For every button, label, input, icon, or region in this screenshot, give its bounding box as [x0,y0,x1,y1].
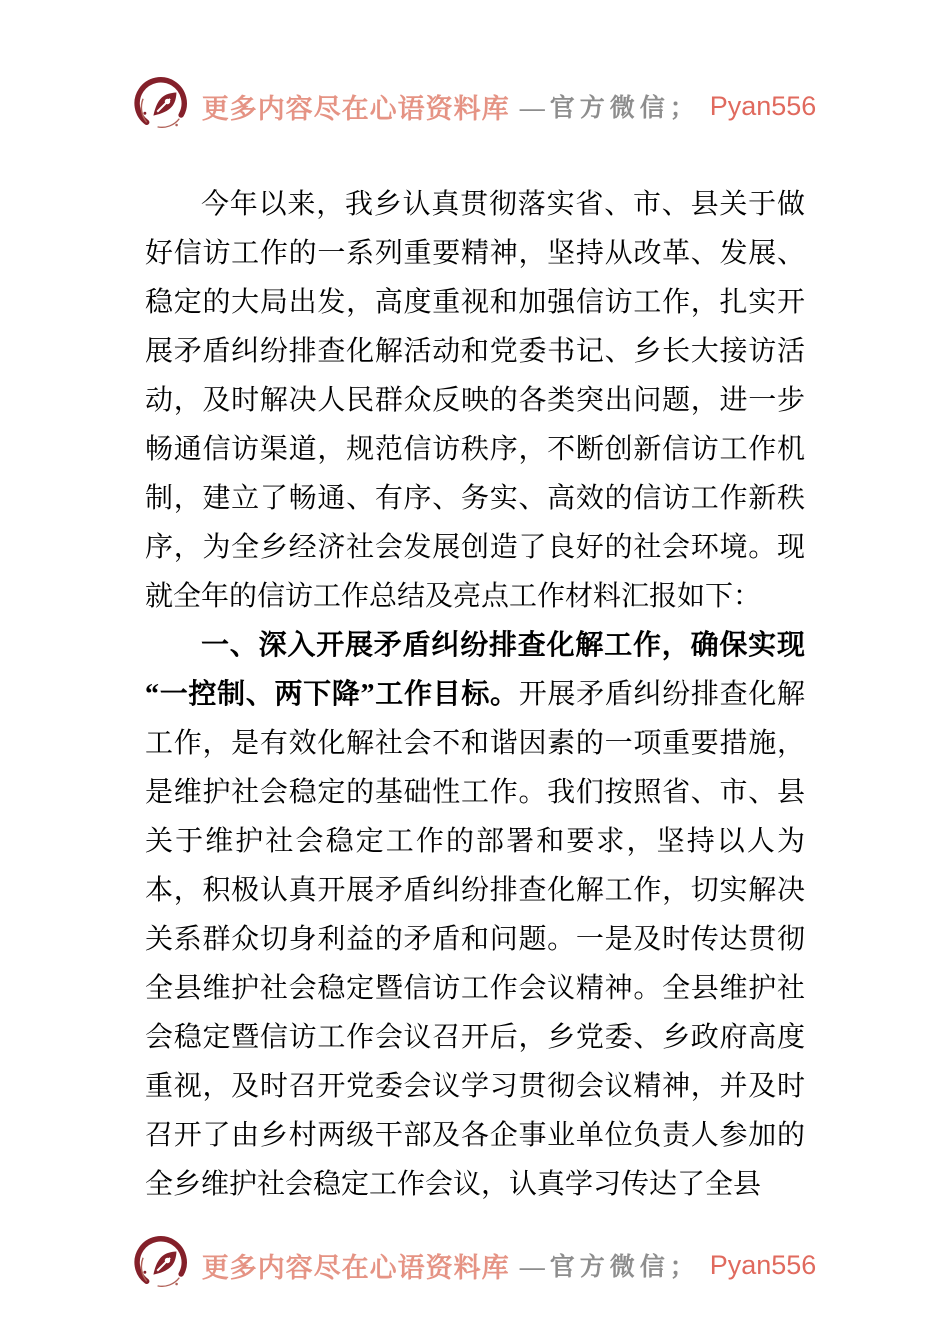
pen-nib-swirl-logo-icon [134,77,192,135]
watermark-wechat-label: —官方微信； [519,95,700,122]
watermark-wechat-id: Pyan556 [709,90,817,121]
section-1-heading: 一、深入开展矛盾纠纷排查化解工作，确保实现“一控制、两下降”工作目标。 [145,630,805,710]
header-watermark [0,76,950,136]
watermark-wechat-id: Pyan556 [709,1249,817,1280]
section-1-body: 开展矛盾纠纷排查化解工作，是有效化解社会不和谐因素的一项重要措施，是维护社会稳定的基础性工作。我们按照省、市、县关于维护社会稳定工作的部署和要求，坚持以人为本，积极认真开展矛盾纠纷排查化解工作，切实解决关系群众切身利益的矛盾和问题。一是及时传达贯彻全县维护社会稳定暨信访工作会议精神。全县维护社会稳定暨信访工作会议召开后，乡党委、乡政府高度重视，及时召开党委会议学习贯彻会议精神，并及时召开了由乡村两级干部及各企事业单位负责人参加的全乡维护社会稳定工作会议，认真学习传达了全县 [145,679,805,1200]
document-content [145,180,805,1209]
pen-nib-swirl-logo-icon [134,1236,192,1294]
watermark-main-text: 更多内容尽在心语资料库 [201,1252,510,1283]
footer-watermark [0,1235,950,1295]
watermark-wechat-label: —官方微信； [519,1254,700,1281]
paragraph-intro: 今年以来，我乡认真贯彻落实省、市、县关于做好信访工作的一系列重要精神，坚持从改革、发展、稳定的大局出发，高度重视和加强信访工作，扎实开展矛盾纠纷排查化解活动和党委书记、乡长大接访活动，及时解决人民群众反映的各类突出问题，进一步畅通信访渠道，规范信访秩序，不断创新信访工作机制，建立了畅通、有序、务实、高效的信访工作新秩序，为全乡经济社会发展创造了良好的社会环境。现就全年的信访工作总结及亮点工作材料汇报如下： [145,189,805,612]
paragraph-section-1 [145,621,805,1209]
watermark-main-text: 更多内容尽在心语资料库 [201,93,510,124]
